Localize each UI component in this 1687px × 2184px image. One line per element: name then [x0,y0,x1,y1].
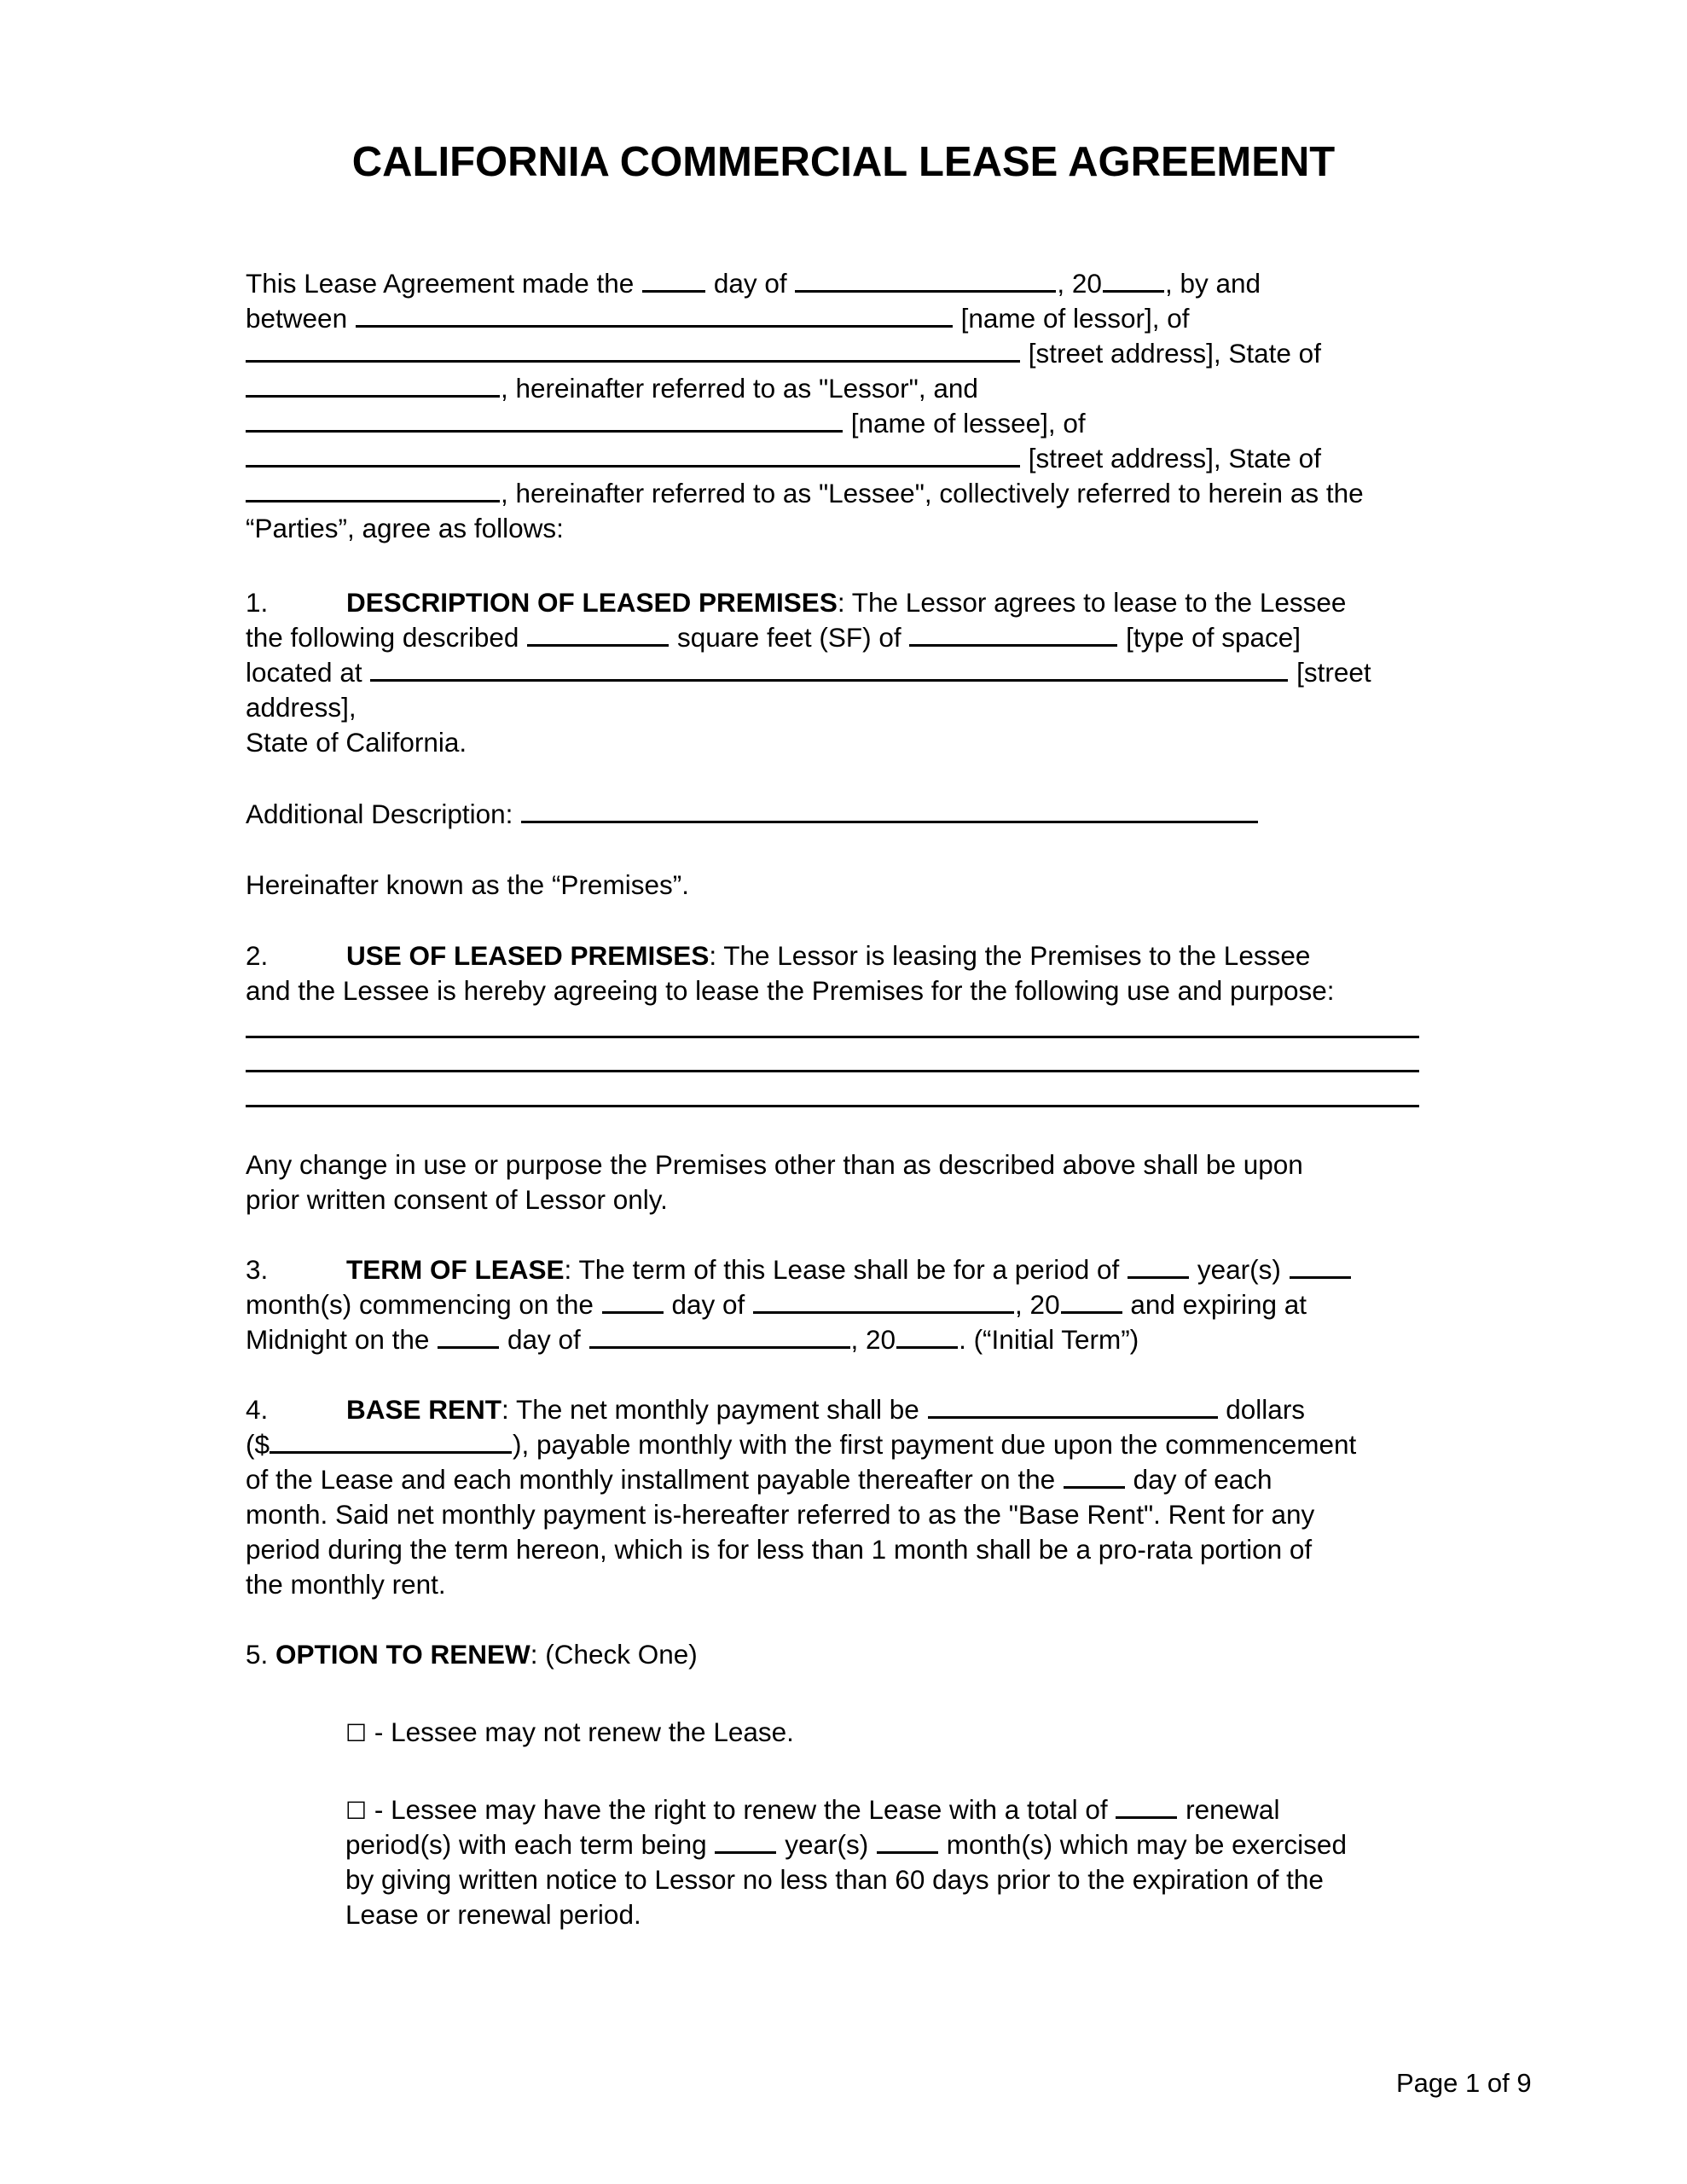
section-heading: BASE RENT [346,1394,502,1425]
section-4-line-5: period during the term hereon, which is for less than 1 month shall be a pro-rata portion of [246,1534,1313,1565]
page-number: Page 1 of 9 [1396,2068,1532,2098]
section-number: 5. [246,1639,269,1670]
intro-text: [street address], State of [1028,338,1321,369]
section-text: dollars [1226,1394,1306,1425]
section-4-line-3 [246,1462,1272,1496]
section-4-heading-line [246,1392,1305,1426]
section-text: Midnight on the [246,1324,430,1355]
intro-line-4 [246,371,978,405]
additional-description-label: Additional Description: [246,799,513,829]
renew-option-no [345,1715,794,1751]
intro-line-1 [246,266,1261,300]
intro-line-2 [246,301,1190,335]
section-heading: OPTION TO RENEW [275,1639,530,1670]
expire-day-blank[interactable] [438,1324,499,1349]
section-text: : The Lessor is leasing the Premises to the Lessee [709,940,1311,971]
section-text: . (“Initial Term”) [959,1324,1139,1355]
section-text: located at [246,657,362,688]
option-text: - Lessee may not renew the Lease. [367,1716,794,1747]
option-text: year(s) [785,1829,869,1860]
commence-year-blank[interactable] [1061,1289,1122,1314]
term-years-blank[interactable] [1128,1254,1189,1279]
section-text: and expiring at [1130,1289,1307,1320]
section-text: [type of space] [1126,622,1301,653]
section-1-line-4: address], [246,692,357,723]
document-title: CALIFORNIA COMMERCIAL LEASE AGREEMENT [351,139,1336,185]
section-text: day of [507,1324,581,1355]
additional-description-blank[interactable] [521,799,1258,823]
year-blank[interactable] [1103,268,1164,293]
intro-text: This Lease Agreement made the [246,268,635,299]
section-4-line-2 [246,1427,1356,1461]
intro-line-6 [246,441,1321,475]
option-text: month(s) which may be exercised [946,1829,1347,1860]
section-text: : The net monthly payment shall be [501,1394,919,1425]
section-3-line-3 [246,1322,1139,1356]
rent-words-blank[interactable] [928,1394,1218,1419]
lessor-name-blank[interactable] [356,303,953,328]
term-months-blank[interactable] [1290,1254,1351,1279]
expire-month-blank[interactable] [589,1324,850,1349]
renew-option-yes-line-2 [345,1827,1347,1862]
section-text: the following described [246,622,519,653]
additional-description-line [246,797,1259,831]
lessor-address-blank[interactable] [246,338,1020,363]
section-3-heading-line [246,1252,1352,1287]
section-text: day of [671,1289,745,1320]
option-text: - Lessee may have the right to renew the Lease with a total of [367,1794,1108,1825]
intro-line-8: “Parties”, agree as follows: [246,513,564,543]
section-1-heading-line [246,585,1346,619]
option-text: renewal [1186,1794,1280,1825]
use-purpose-blank-3[interactable] [246,1105,1419,1107]
section-text: : The Lessor agrees to lease to the Lessee [837,587,1347,618]
day-blank[interactable] [642,268,705,293]
premises-address-blank[interactable] [370,657,1288,682]
section-2-heading-line [246,938,1310,973]
intro-text: , hereinafter referred to as "Lessor", and [501,373,978,404]
premises-definition: Hereinafter known as the “Premises”. [246,869,689,900]
lessee-address-blank[interactable] [246,443,1020,468]
intro-text: day of [713,268,787,299]
renewal-years-blank[interactable] [715,1829,776,1854]
intro-text: , 20 [1057,268,1102,299]
section-1-line-3 [246,655,1371,689]
rent-due-day-blank[interactable] [1064,1464,1125,1489]
section-1-line-2 [246,620,1301,654]
renew-option-yes-line-3: by giving written notice to Lessor no less than 60 days prior to the expiration of the [345,1864,1324,1895]
section-number: 2. [246,940,269,971]
space-type-blank[interactable] [909,622,1117,647]
section-text: of the Lease and each monthly installment payable thereafter on the [246,1464,1056,1495]
section-heading: TERM OF LEASE [346,1254,565,1285]
section-text: [street [1296,657,1371,688]
change-of-use-line-1: Any change in use or purpose the Premises other than as described above shall be upon [246,1149,1303,1180]
section-4-line-6: the monthly rent. [246,1569,446,1600]
commence-day-blank[interactable] [602,1289,664,1314]
intro-text: [name of lessor], of [960,303,1190,334]
use-purpose-blank-1[interactable] [246,1036,1419,1038]
commence-month-blank[interactable] [753,1289,1014,1314]
rent-amount-blank[interactable] [270,1429,512,1454]
intro-text: , hereinafter referred to as "Lessee", collectively referred to herein as the [501,478,1364,508]
option-text: period(s) with each term being [345,1829,707,1860]
section-text: : The term of this Lease shall be for a period of [564,1254,1120,1285]
renewal-count-blank[interactable] [1116,1794,1177,1819]
section-1-line-5: State of California. [246,727,467,758]
section-heading: USE OF LEASED PREMISES [346,940,710,971]
section-text: month(s) commencing on the [246,1289,594,1320]
square-feet-blank[interactable] [527,622,669,647]
section-text: day of each [1133,1464,1272,1495]
intro-text: [name of lessee], of [850,408,1086,439]
intro-line-7 [246,476,1364,510]
intro-text: between [246,303,348,334]
intro-line-5 [246,406,1086,440]
renew-option-yes-line-4: Lease or renewal period. [345,1899,641,1930]
section-text: ), payable monthly with the first payment due upon the commencement [513,1429,1357,1460]
section-5-heading-line [246,1637,698,1671]
checkbox-icon[interactable]: ☐ [345,1720,368,1746]
intro-text: [street address], State of [1028,443,1321,473]
section-number: 3. [246,1254,269,1285]
lessor-state-blank[interactable] [246,373,500,398]
section-number: 4. [246,1394,269,1425]
section-text: year(s) [1197,1254,1281,1285]
section-text: square feet (SF) of [676,622,901,653]
section-text: : (Check One) [530,1639,698,1670]
checkbox-icon[interactable]: ☐ [345,1798,368,1824]
expire-year-blank[interactable] [896,1324,958,1349]
renewal-months-blank[interactable] [877,1829,938,1854]
change-of-use-line-2: prior written consent of Lessor only. [246,1184,668,1215]
section-number: 1. [246,587,269,618]
section-4-line-4: month. Said net monthly payment is-hereafter referred to as the "Base Rent". Rent for any [246,1499,1315,1530]
section-2-line-2: and the Lessee is hereby agreeing to lease the Premises for the following use and purpose: [246,975,1335,1006]
lessee-state-blank[interactable] [246,478,500,502]
month-blank[interactable] [795,268,1056,293]
renew-option-yes-line-1 [345,1792,1279,1828]
section-text: , 20 [850,1324,896,1355]
lessee-name-blank[interactable] [246,408,843,433]
intro-text: , by and [1164,268,1261,299]
section-3-line-2 [246,1287,1307,1321]
section-text: , 20 [1015,1289,1060,1320]
section-text: ($ [246,1429,270,1460]
use-purpose-blank-2[interactable] [246,1070,1419,1072]
section-heading: DESCRIPTION OF LEASED PREMISES [346,587,838,618]
intro-line-3 [246,336,1321,370]
